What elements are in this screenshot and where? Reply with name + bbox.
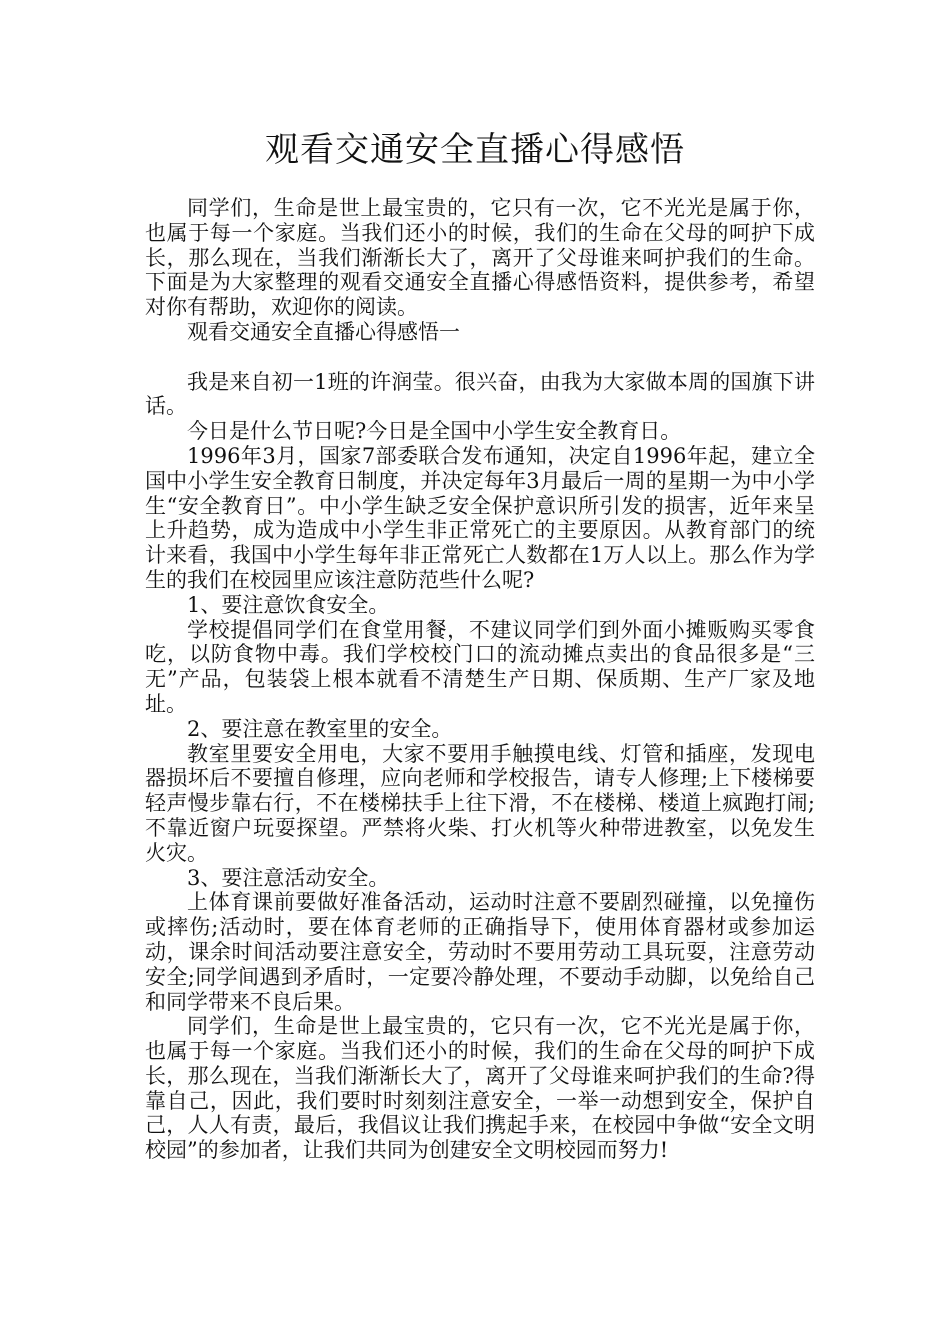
list-heading: 1、要注意饮食安全。 — [187, 592, 390, 617]
body-paragraph: 学校提倡同学们在食堂用餐，不建议同学们到外面小摊贩购买零食吃，以防食物中毒。我们学校校门口的流动摊点卖出的食品很多是“三无”产品，包装袋上根本就看不清楚生产日期、保质期、生产厂家及地址。 — [145, 617, 815, 716]
document-body — [145, 196, 815, 1163]
body-paragraph: 今日是什么节日呢?今日是全国中小学生安全教育日。 — [187, 419, 682, 444]
body-paragraph: 教室里要安全用电，大家不要用手触摸电线、灯管和插座，发现电器损坏后不要擅自修理，应向老师和学校报告，请专人修理;上下楼梯要轻声慢步靠右行，不在楼梯扶手上往下滑，不在楼梯、楼道上疯跑打闹;不靠近窗户玩耍探望。严禁将火柴、打火机等火种带进教室，以免发生火灾。 — [145, 741, 815, 865]
body-paragraph: 我是来自初一1班的许润莹。很兴奋，由我为大家做本周的国旗下讲话。 — [145, 369, 815, 419]
list-heading: 3、要注意活动安全。 — [187, 865, 390, 890]
body-paragraph: 上体育课前要做好准备活动，运动时注意不要剧烈碰撞，以免撞伤或摔伤;活动时，要在体育老师的正确指导下，使用体育器材或参加运动，课余时间活动要注意安全，劳动时不要用劳动工具玩耍，注意劳动安全;同学间遇到矛盾时，一定要冷静处理，不要动手动脚，以免给自己和同学带来不良后果。 — [145, 890, 815, 1014]
document-title: 观看交通安全直播心得感悟 — [265, 130, 685, 170]
closing-paragraph: 同学们，生命是世上最宝贵的，它只有一次，它不光光是属于你，也属于每一个家庭。当我们还小的时候，我们的生命在父母的呵护下成长，那么现在，当我们渐渐长大了，离开了父母谁来呵护我们的生命?得靠自己，因此，我们要时时刻刻注意安全，一举一动想到安全，保护自己，人人有责，最后，我倡议让我们携起手来，在校园中争做“安全文明校园”的参加者，让我们共同为创建安全文明校园而努力! — [145, 1014, 815, 1163]
list-heading: 2、要注意在教室里的安全。 — [187, 716, 453, 741]
paragraph-spacer — [145, 345, 815, 370]
body-paragraph: 1996年3月，国家7部委联合发布通知，决定自1996年起，建立全国中小学生安全教育日制度，并决定每年3月最后一周的星期一为中小学生“安全教育日”。中小学生缺乏安全保护意识所引发的损害，近年来呈上升趋势，成为造成中小学生非正常死亡的主要原因。从教育部门的统计来看，我国中小学生每年非正常死亡人数都在1万人以上。那么作为学生的我们在校园里应该注意防范些什么呢? — [145, 443, 815, 592]
section-heading: 观看交通安全直播心得感悟一 — [187, 319, 460, 344]
intro-paragraph: 同学们，生命是世上最宝贵的，它只有一次，它不光光是属于你，也属于每一个家庭。当我们还小的时候，我们的生命在父母的呵护下成长，那么现在，当我们渐渐长大了，离开了父母谁来呵护我们的生命。下面是为大家整理的观看交通安全直播心得感悟资料，提供参考，希望对你有帮助，欢迎你的阅读。 — [145, 196, 815, 320]
